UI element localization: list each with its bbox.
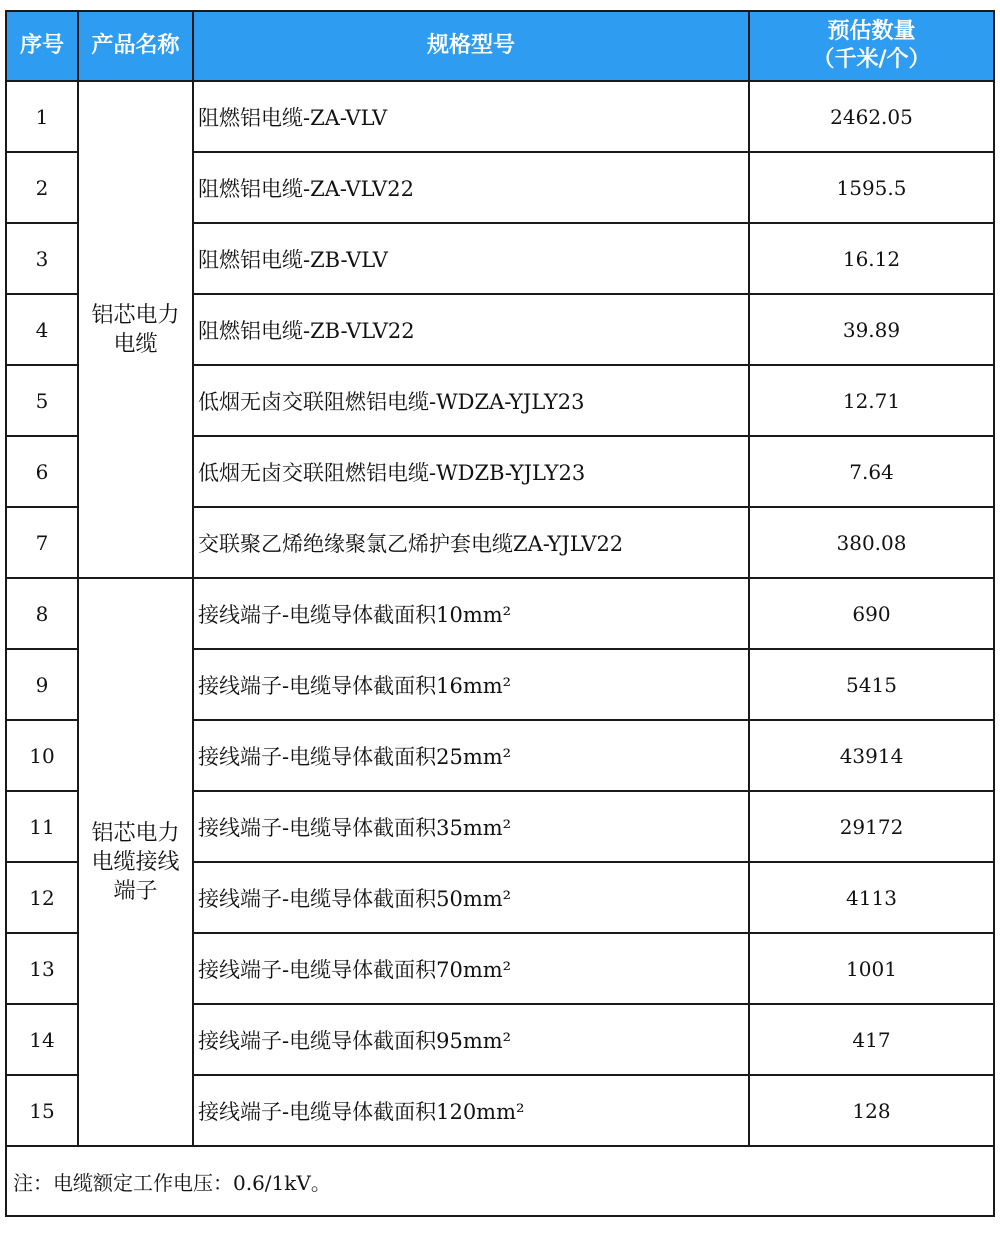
row-seq: 10 (6, 720, 78, 791)
row-seq: 11 (6, 791, 78, 862)
row-spec: 低烟无卤交联阻燃铝电缆-WDZB-YJLY23 (193, 436, 749, 507)
product-quantity-table (5, 10, 995, 1217)
row-seq: 12 (6, 862, 78, 933)
row-seq: 15 (6, 1075, 78, 1146)
row-seq: 7 (6, 507, 78, 578)
row-seq: 2 (6, 152, 78, 223)
row-seq: 14 (6, 1004, 78, 1075)
row-quantity: 12.71 (749, 365, 994, 436)
row-spec: 接线端子-电缆导体截面积95mm² (193, 1004, 749, 1075)
row-seq: 6 (6, 436, 78, 507)
row-spec: 交联聚乙烯绝缘聚氯乙烯护套电缆ZA-YJLV22 (193, 507, 749, 578)
row-spec: 阻燃铝电缆-ZB-VLV22 (193, 294, 749, 365)
table-row (6, 81, 994, 152)
header-seq: 序号 (6, 11, 78, 81)
row-quantity: 1001 (749, 933, 994, 1004)
row-spec: 阻燃铝电缆-ZA-VLV22 (193, 152, 749, 223)
row-quantity: 128 (749, 1075, 994, 1146)
row-spec: 接线端子-电缆导体截面积25mm² (193, 720, 749, 791)
row-quantity: 690 (749, 578, 994, 649)
group-name-cable: 铝芯电力电缆 (78, 81, 193, 578)
header-product-name: 产品名称 (78, 11, 193, 81)
row-quantity: 39.89 (749, 294, 994, 365)
row-quantity: 2462.05 (749, 81, 994, 152)
row-spec: 接线端子-电缆导体截面积16mm² (193, 649, 749, 720)
group-name-terminals: 铝芯电力电缆接线端子 (78, 578, 193, 1146)
row-quantity: 380.08 (749, 507, 994, 578)
row-spec: 接线端子-电缆导体截面积10mm² (193, 578, 749, 649)
table-row (6, 578, 994, 649)
row-seq: 4 (6, 294, 78, 365)
table-note-row (6, 1146, 994, 1216)
row-quantity: 43914 (749, 720, 994, 791)
row-seq: 3 (6, 223, 78, 294)
row-quantity: 7.64 (749, 436, 994, 507)
table-footnote: 注：电缆额定工作电压：0.6/1kV。 (6, 1146, 994, 1216)
row-spec: 接线端子-电缆导体截面积70mm² (193, 933, 749, 1004)
row-seq: 5 (6, 365, 78, 436)
row-seq: 8 (6, 578, 78, 649)
table-header-row (6, 11, 994, 81)
header-quantity-unit: （千米/个） (812, 47, 931, 72)
row-quantity: 417 (749, 1004, 994, 1075)
row-seq: 9 (6, 649, 78, 720)
row-quantity: 29172 (749, 791, 994, 862)
header-estimated-quantity (749, 11, 994, 81)
row-seq: 13 (6, 933, 78, 1004)
row-spec: 接线端子-电缆导体截面积35mm² (193, 791, 749, 862)
row-quantity: 5415 (749, 649, 994, 720)
header-quantity-title: 预估数量 (827, 19, 916, 44)
header-spec-model: 规格型号 (193, 11, 749, 81)
row-quantity: 4113 (749, 862, 994, 933)
row-spec: 阻燃铝电缆-ZA-VLV (193, 81, 749, 152)
row-seq: 1 (6, 81, 78, 152)
row-quantity: 16.12 (749, 223, 994, 294)
row-spec: 接线端子-电缆导体截面积50mm² (193, 862, 749, 933)
product-table-sheet (5, 10, 993, 1217)
row-quantity: 1595.5 (749, 152, 994, 223)
row-spec: 接线端子-电缆导体截面积120mm² (193, 1075, 749, 1146)
row-spec: 阻燃铝电缆-ZB-VLV (193, 223, 749, 294)
row-spec: 低烟无卤交联阻燃铝电缆-WDZA-YJLY23 (193, 365, 749, 436)
